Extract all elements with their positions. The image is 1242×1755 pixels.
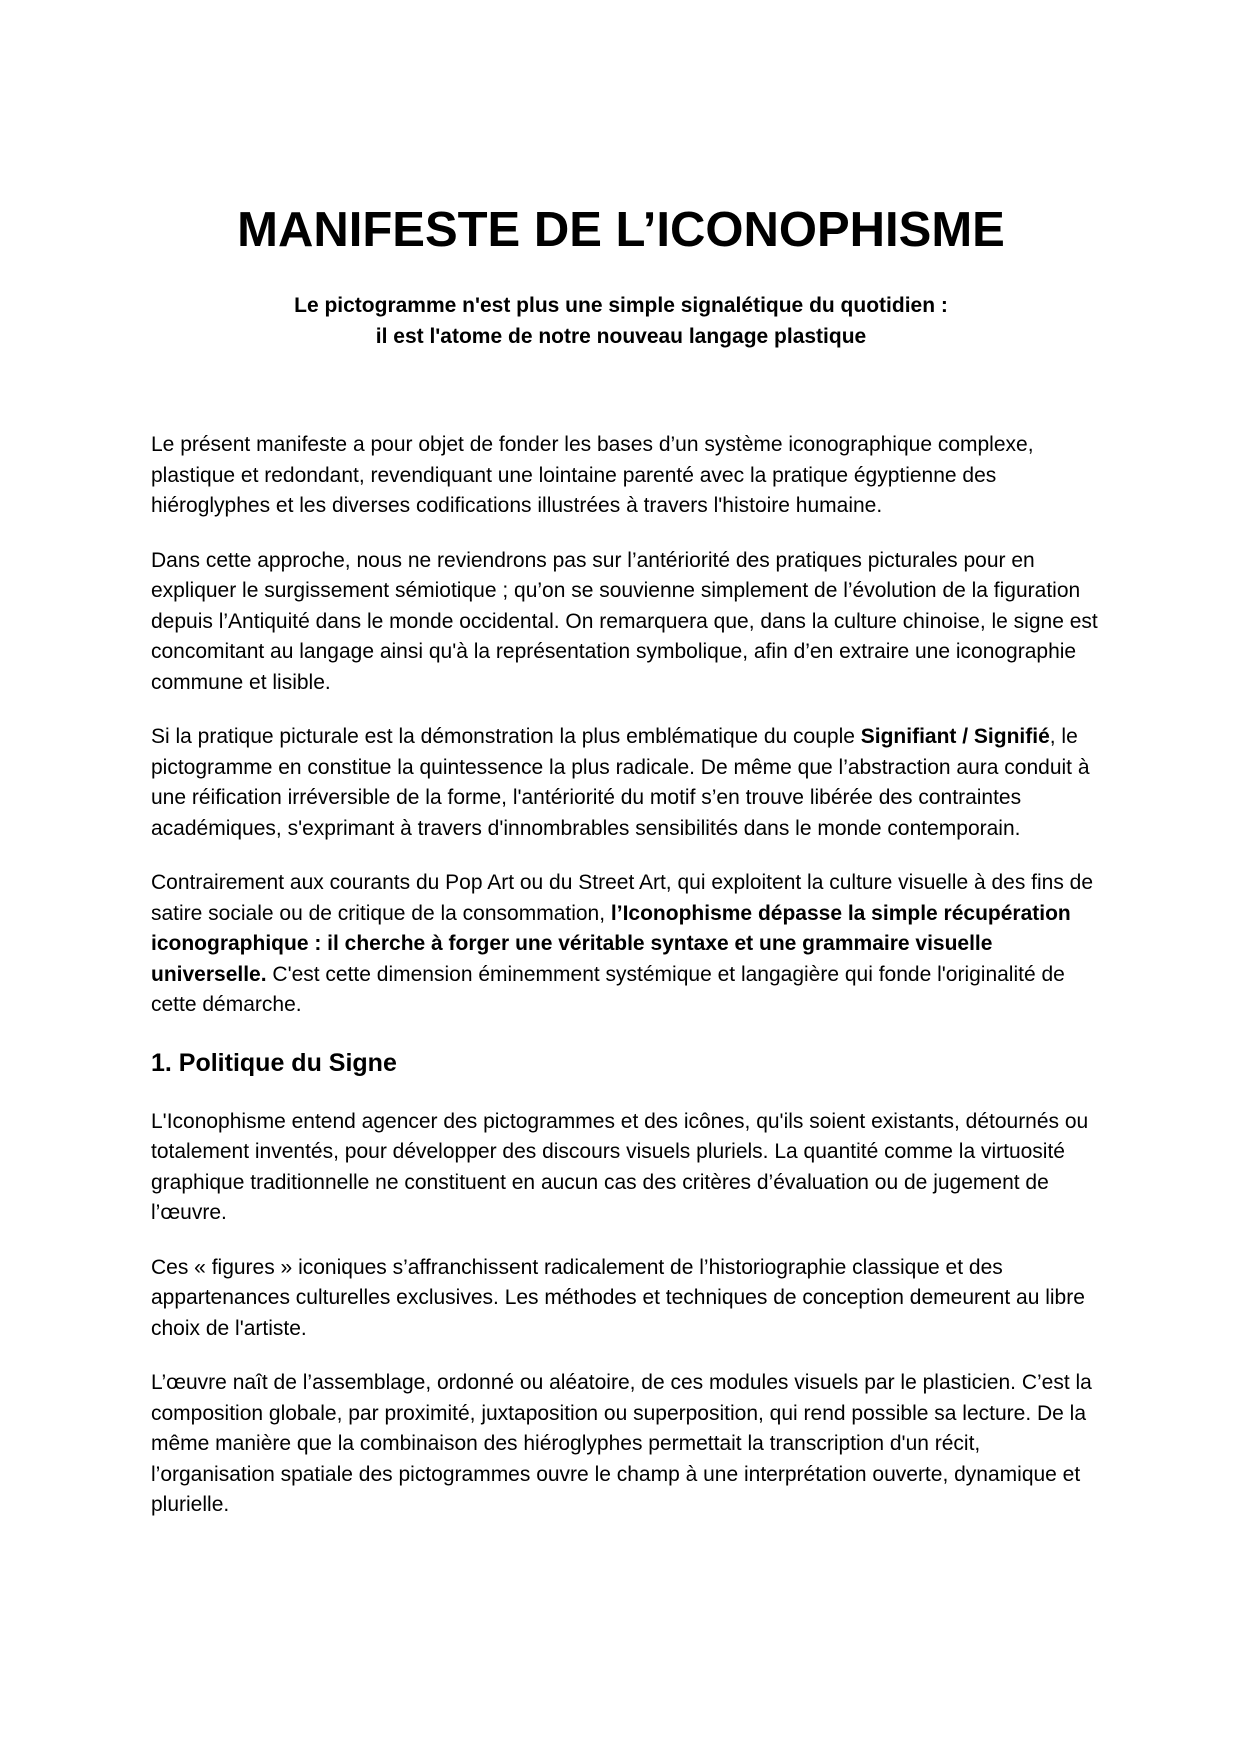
intro-paragraph-1: Le présent manifeste a pour objet de fonder les bases d’un système iconographique complexe, plastique et redondant, revendiquant une lointaine parenté avec la pratique égyptienne des hiéroglyphes et les diverses codifications illustrées à travers l'histoire humaine. xyxy=(151,433,1034,517)
paragraph-text: Si la pratique picturale est la démonstration la plus emblématique du couple xyxy=(151,725,861,748)
section-heading: 1. Politique du Signe xyxy=(151,1048,397,1077)
intro-paragraph-2: Dans cette approche, nous ne reviendrons pas sur l’antériorité des pratiques picturales pour en expliquer le surgissement sémiotique ; qu’on se souvienne simplement de l’évolution de la figuration depuis l’Antiquité dans le monde occidental. On remarquera que, dans la culture chinoise, le signe est concomitant au langage ainsi qu'à la représentation symbolique, afin d’en extraire une iconographie commune et lisible. xyxy=(151,548,1098,694)
intro-paragraph-3 xyxy=(151,722,1106,844)
paragraph-text: Contrairement aux courants du Pop Art ou du Street Art, qui exploitent la culture visuelle à des fins de satire sociale ou de critique de la consommation, xyxy=(151,871,1094,925)
document-title: MANIFESTE DE L’ICONOPHISME xyxy=(237,203,1005,257)
paragraph-text: C'est cette dimension éminemment systémique et langagière qui fonde l'originalité de cette démarche. xyxy=(151,962,1065,1016)
subtitle-line-2: il est l'atome de notre nouveau langage plastique xyxy=(375,325,867,348)
section-paragraph-2: Ces « figures » iconiques s’affranchissent radicalement de l’historiographie classique et des appartenances culturelles exclusives. Les méthodes et techniques de conception demeurent au libre choix de l'artiste. xyxy=(151,1255,1085,1340)
document-body xyxy=(151,430,1106,1545)
intro-paragraph-4 xyxy=(151,868,1106,1021)
bold-phrase: Signifiant / Signifié xyxy=(860,725,1050,748)
bold-phrase: l’Iconophisme dépasse la simple récupération iconographique : il cherche à forger une véritable syntaxe et une grammaire visuelle universelle. xyxy=(151,901,1071,986)
section-paragraph-1: L'Iconophisme entend agencer des pictogrammes et des icônes, qu'ils soient existants, détournés ou totalement inventés, pour développer des discours visuels pluriels. La quantité comme la virtuosité graphique traditionnelle ne constituent en aucun cas des critères d’évaluation ou de jugement de l’œuvre. xyxy=(151,1109,1089,1224)
subtitle-line-1: Le pictogramme n'est plus une simple signalétique du quotidien : xyxy=(294,294,948,317)
paragraph-text: , le pictogramme en constitue la quintessence la plus radicale. De même que l’abstraction aura conduit à une réification irréversible de la forme, l'antériorité du motif s’en trouve libérée des contraintes académiques, s'exprimant à travers d'innombrables sensibilités dans le monde contemporain. xyxy=(151,725,1090,840)
section-paragraph-3: L’œuvre naît de l’assemblage, ordonné ou aléatoire, de ces modules visuels par le plasticien. C’est la composition globale, par proximité, juxtaposition ou superposition, qui rend possible sa lecture. De la même manière que la combinaison des hiéroglyphes permettait la transcription d'un récit, l’organisation spatiale des pictogrammes ouvre le champ à une interprétation ouverte, dynamique et plurielle. xyxy=(151,1371,1092,1516)
document-subtitle xyxy=(0,290,1242,352)
